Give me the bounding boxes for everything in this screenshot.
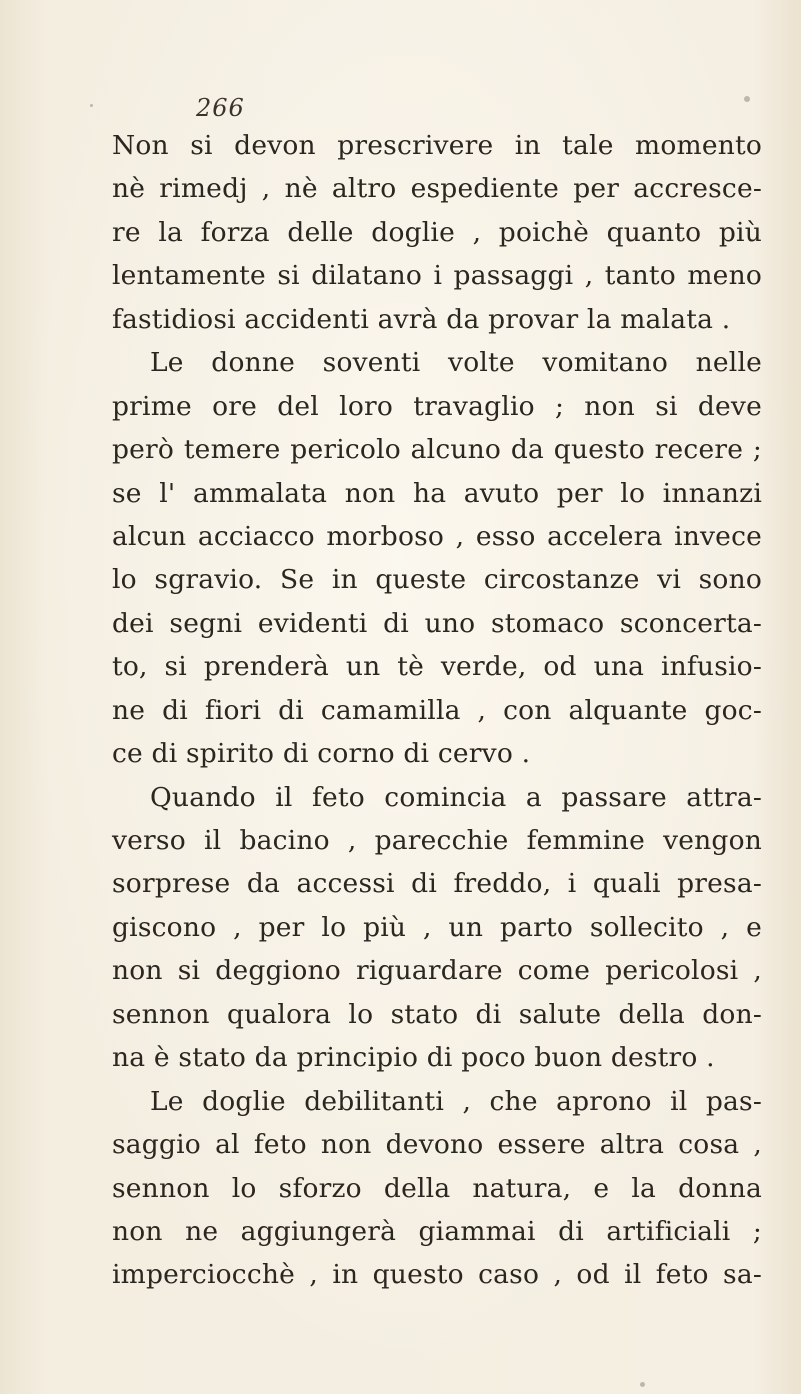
paragraph-start-line: Le doglie debilitanti , che aprono il pas- [150,1085,762,1117]
text-line: to, si prenderà un tè verde, od una infusio- [112,651,762,683]
text-line: ce di spirito di corno di cervo . [112,738,531,770]
text-line: giscono , per lo più , un parto sollecito , e [112,911,762,943]
page-number: 266 [196,94,245,122]
text-line: sennon qualora lo stato di salute della don- [112,998,762,1030]
paragraph-start-line: Le donne soventi volte vomitano nelle [150,347,762,379]
text-line: Non si devon prescrivere in tale momento [112,130,762,161]
text-line: verso il bacino , parecchie femmine vengon [112,825,762,856]
text-line: se l' ammalata non ha avuto per lo innanzi [112,477,762,509]
text-line: fastidiosi accidenti avrà da provar la malata . [112,303,731,335]
text-line: sennon lo sforzo della natura, e la donna [112,1172,762,1204]
text-line: nè rimedj , nè altro espediente per accresce- [112,173,762,205]
text-line: alcun acciacco morboso , esso accelera invece [112,520,762,552]
text-line: prime ore del loro travaglio ; non si deve [112,390,762,422]
text-line: lentamente si dilatano i passaggi , tanto meno [112,260,762,292]
text-line: lo sgravio. Se in queste circostanze vi sono [112,564,762,596]
text-line: saggio al feto non devono essere altra cosa , [112,1129,762,1161]
text-line: imperciocchè , in questo caso , od il feto sa- [112,1259,762,1291]
text-line: dei segni evidenti di uno stomaco sconcerta- [112,607,762,639]
text-line: sorprese da accessi di freddo, i quali presa- [112,868,762,900]
text-line: però temere pericolo alcuno da questo recere ; [112,434,762,466]
paper-speck [744,96,750,102]
paper-speck [640,1382,645,1387]
text-line: na è stato da principio di poco buon destro . [112,1042,715,1074]
text-line: re la forza delle doglie , poichè quanto più [112,216,762,248]
paragraph-start-line: Quando il feto comincia a passare attra- [150,781,762,813]
paper-speck [90,104,93,107]
text-line: ne di fiori di camamilla , con alquante goc- [112,694,762,726]
text-line: non si deggiono riguardare come pericolosi , [112,955,762,987]
text-line: non ne aggiungerà giammai di artificiali ; [112,1215,762,1247]
body-text [112,124,762,1297]
